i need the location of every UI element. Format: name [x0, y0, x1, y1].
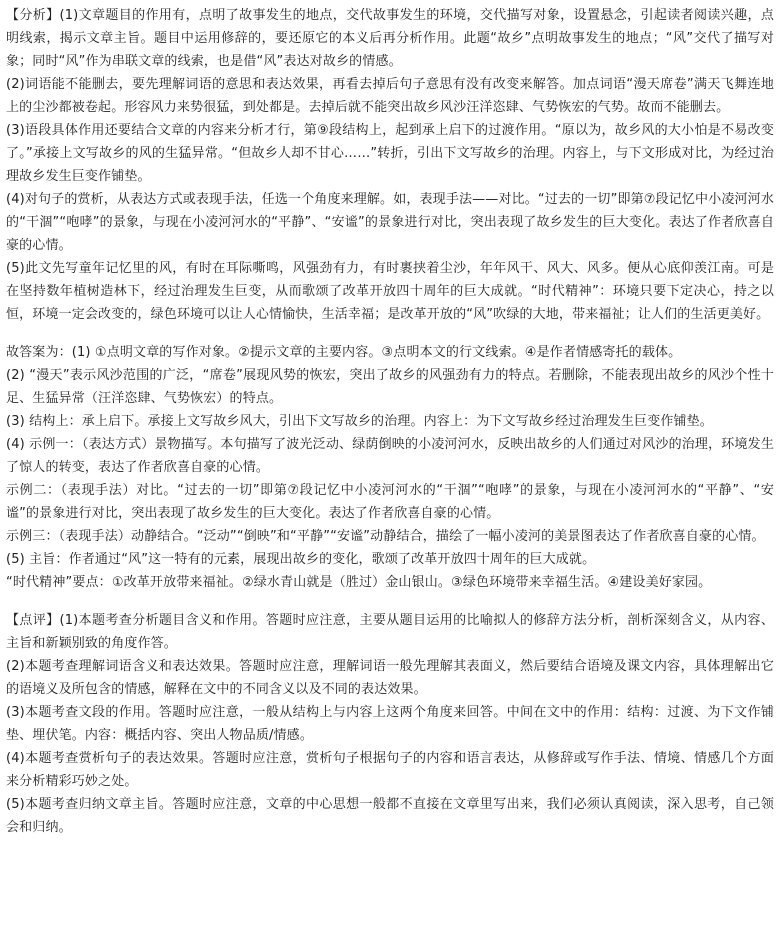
- comment-paragraph-2: (2)本题考查理解词语含义和表达效果。答题时应注意，理解词语一般先理解其表面义，然后要结合语境及课文内容，具体理解出它的语境义及所包含的情感，解释在文中的不同含义以及不同的表达效果。: [6, 659, 774, 697]
- answer-paragraph-8: “时代精神”要点：①改革开放带来福祉。②绿水青山就是（胜过）金山银山。③绿色环境带来幸福生活。④建设美好家园。: [6, 575, 712, 590]
- analysis-paragraph-5: (5)此文先写童年记忆里的风，有时在耳际嘶鸣，风强劲有力，有时裹挟着尘沙，年年风干、风大、风多。便从心底仰羡江南。可是在坚持数年植树造林下，经过治理发生巨变，从而歌颂了改革开放四十周年的巨大成就。“时代精神”：环境只要下定决心，持之以恒，环境一定会改变的，绿色环境可以让人心情愉快，生活幸福；是改革开放的“风”吹绿的大地，带来福祉；让人们的生活更美好。: [6, 261, 774, 322]
- answer-paragraph-1: 故答案为：(1) ①点明文章的写作对象。②提示文章的主要内容。③点明本文的行文线索。④是作者情感寄托的载体。: [6, 345, 682, 360]
- answer-paragraph-2: (2) “漫天”表示风沙范围的广泛，“席卷”展现风势的恢宏，突出了故乡的风强劲有力的特点。若删除，不能表现出故乡的风沙个性十足、生猛异常（汪洋恣肆、气势恢宏）的特点。: [6, 368, 774, 406]
- answer-paragraph-6: 示例三：（表现手法）动静结合。“泛动”“倒映”和“平静”“安谧”动静结合，描绘了一幅小凌河的美景图表达了作者欣喜自豪的心情。: [6, 529, 765, 544]
- answer-paragraph-4: (4) 示例一：（表达方式）景物描写。本句描写了波光泛动、绿荫倒映的小凌河河水，反映出故乡的人们通过对风沙的治理，环境发生了惊人的转变，表达了作者欣喜自豪的心情。: [6, 437, 774, 475]
- comment-paragraph-3: (3)本题考查文段的作用。答题时应注意，一般从结构上与内容上这两个角度来回答。中间在文中的作用：结构：过渡、为下文作铺垫、埋伏笔。内容：概括内容、突出人物品质/情感。: [6, 705, 774, 743]
- analysis-paragraph-2: (2)词语能不能删去，要先理解词语的意思和表达效果，再看去掉后句子意思有没有改变来解答。加点词语“漫天席卷”满天飞舞连地上的尘沙都被卷起。形容风力来势很猛，到处都是。去掉后就不能突出故乡风沙汪洋恣肆、气势恢宏的气势。故而不能删去。: [6, 77, 774, 115]
- answer-paragraph-7: (5) 主旨：作者通过“风”这一特有的元素，展现出故乡的变化，歌颂了改革开放四十周年的巨大成就。: [6, 552, 596, 567]
- comment-paragraph-5: (5)本题考查归纳文章主旨。答题时应注意，文章的中心思想一般都不直接在文章里写出来，我们必须认真阅读，深入思考，自己领会和归纳。: [6, 797, 774, 835]
- section-gap: [6, 326, 774, 341]
- analysis-paragraph-1: 【分析】(1)文章题目的作用有，点明了故事发生的地点，交代故事发生的环境，交代描写对象，设置悬念，引起读者阅读兴趣，点明线索，揭示文章主旨。题目中运用修辞的，要还原它的本义后再分析作用。此题“故乡”点明故事发生的地点；“风”交代了描写对象；同时“风”作为串联文章的线索，也是借“风”表达对故乡的情感。: [6, 8, 774, 69]
- comment-section: [6, 609, 774, 839]
- answer-paragraph-3: (3) 结构上：承上启下。承接上文写故乡风大，引出下文写故乡的治理。内容上：为下文写故乡经过治理发生巨变作铺垫。: [6, 414, 713, 429]
- analysis-paragraph-4: (4)对句子的赏析，从表达方式或表现手法，任选一个角度来理解。如，表现手法——对比。“过去的一切”即第⑦段记忆中小凌河河水的“干涸”“咆哮”的景象，与现在小凌河河水的“平静”、“安谧”的景象进行对比，突出表现了故乡发生的巨大变化。表达了作者欣喜自豪的心情。: [6, 192, 774, 253]
- analysis-section: [6, 4, 774, 326]
- answer-paragraph-5: 示例二：（表现手法）对比。“过去的一切”即第⑦段记忆中小凌河河水的“干涸”“咆哮”的景象，与现在小凌河河水的“平静”、“安谧”的景象进行对比，突出表现了故乡发生的巨大变化。表达了作者欣喜自豪的心情。: [6, 483, 774, 521]
- answer-section: [6, 341, 774, 594]
- analysis-paragraph-3: (3)语段具体作用还要结合文章的内容来分析才行，第⑨段结构上，起到承上启下的过渡作用。“原以为，故乡风的大小怕是不易改变了。”承接上文写故乡的风的生猛异常。“但故乡人却不甘心……”转折，引出下文写故乡的治理。内容上，与下文形成对比，为经过治理故乡发生巨变作铺垫。: [6, 123, 774, 184]
- section-gap: [6, 594, 774, 609]
- comment-paragraph-1: 【点评】(1)本题考查分析题目含义和作用。答题时应注意，主要从题目运用的比喻拟人的修辞方法分析，剖析深刻含义，从内容、主旨和新颖别致的角度作答。: [6, 613, 774, 651]
- comment-paragraph-4: (4)本题考查赏析句子的表达效果。答题时应注意，赏析句子根据句子的内容和语言表达，从修辞或写作手法、情境、情感几个方面来分析精彩巧妙之处。: [6, 751, 774, 789]
